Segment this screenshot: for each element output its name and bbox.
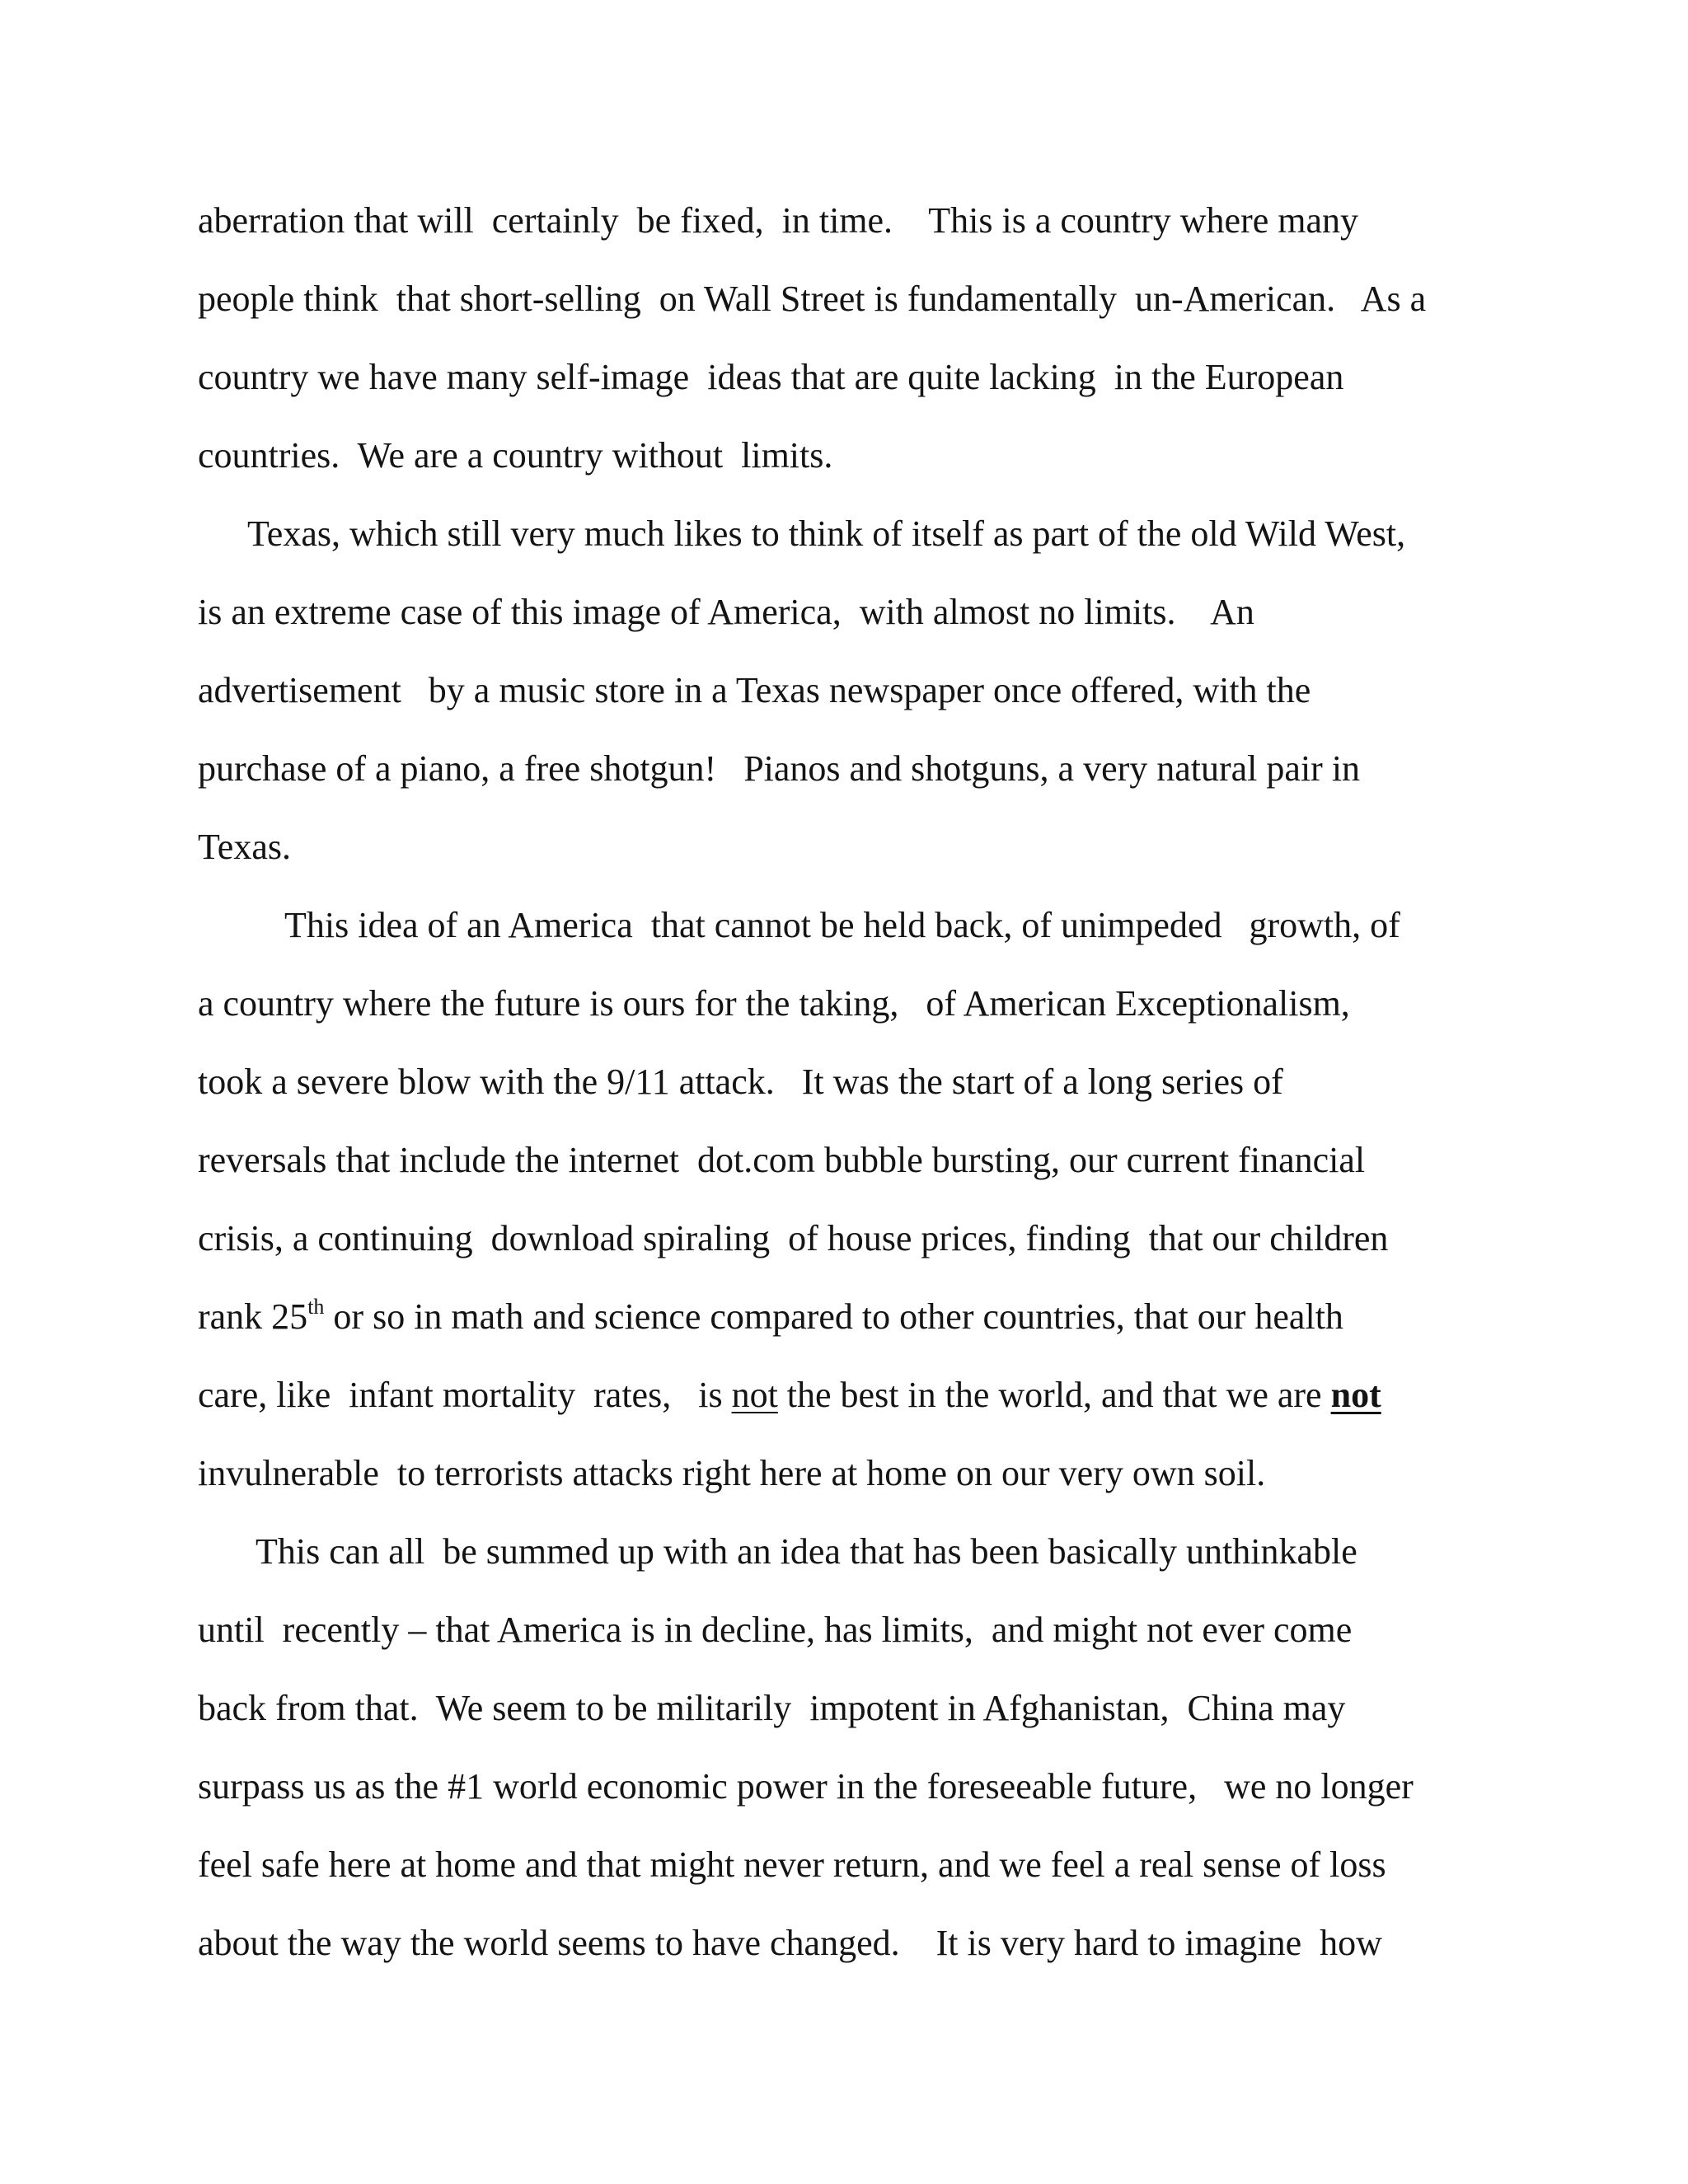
text-line: took a severe blow with the 9/11 attack. It was the start of a long series of — [198, 1062, 1283, 1102]
text-line: back from that. We seem to be militarily impotent in Afghanistan, China may — [198, 1688, 1346, 1728]
text-line: advertisement by a music store in a Texas newspaper once offered, with the — [198, 670, 1311, 710]
text-line: about the way the world seems to have changed. It is very hard to imagine how — [198, 1923, 1382, 1963]
text-line: care, like infant mortality rates, is not the best in the world, and that we are not — [198, 1375, 1381, 1415]
text-line: a country where the future is ours for the taking, of American Exceptionalism, — [198, 983, 1350, 1024]
text-line: country we have many self-image ideas that are quite lacking in the European — [198, 357, 1344, 397]
text-line: feel safe here at home and that might never return, and we feel a real sense of loss — [198, 1844, 1386, 1885]
text-line: invulnerable to terrorists attacks right here at home on our very own soil. — [198, 1453, 1266, 1493]
paragraph-start-line: This can all be summed up with an idea that has been basically unthinkable — [256, 1531, 1357, 1572]
text-line: aberration that will certainly be fixed, in time. This is a country where many — [198, 200, 1358, 241]
body-text — [198, 181, 1517, 1982]
text-line: is an extreme case of this image of America, with almost no limits. An — [198, 592, 1254, 632]
text-line: people think that short-selling on Wall Street is fundamentally un-American. As a — [198, 279, 1427, 319]
text-line: crisis, a continuing download spiraling of house prices, finding that our children — [198, 1218, 1389, 1258]
text-line: purchase of a piano, a free shotgun! Pianos and shotguns, a very natural pair in — [198, 748, 1361, 789]
underlined-emphasis: not — [731, 1375, 778, 1415]
text-line: reversals that include the internet dot.com bubble bursting, our current financial — [198, 1140, 1366, 1180]
paragraph-start-line: This idea of an America that cannot be held back, of unimpeded growth, of — [284, 905, 1400, 945]
text-line: rank 25th or so in math and science compared to other countries, that our health — [198, 1295, 1343, 1337]
paragraph-start-line: Texas, which still very much likes to think of itself as part of the old Wild West, — [247, 513, 1406, 554]
text-line: surpass us as the #1 world economic power in the foreseeable future, we no longer — [198, 1766, 1414, 1807]
bold-underlined-emphasis: not — [1330, 1375, 1381, 1415]
text-line: countries. We are a country without limits. — [198, 435, 833, 476]
superscript-ordinal: th — [307, 1295, 325, 1319]
text-line: Texas. — [198, 827, 291, 867]
text-line: until recently – that America is in decline, has limits, and might not ever come — [198, 1610, 1353, 1650]
